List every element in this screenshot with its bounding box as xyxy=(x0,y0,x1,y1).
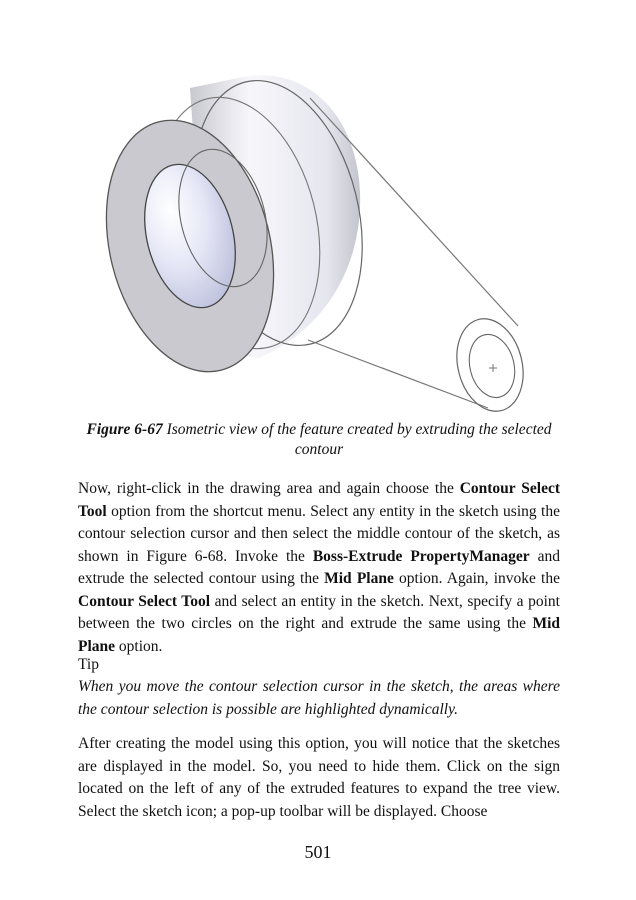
term-mid-plane-2: Mid Plane xyxy=(78,615,560,655)
paragraph-2: After creating the model using this option, you will notice that the sketches are displayed in the model. So, you need to hide them. Click on the sign located on the left of any of the extruded features to expand the tree view. Select the sketch icon; a pop-up toolbar will be displayed. Choose xyxy=(78,735,560,820)
term-boss-extrude: Boss-Extrude PropertyManager xyxy=(312,547,530,565)
sketch-line-bottom xyxy=(308,340,488,408)
figure-isometric-model xyxy=(78,58,560,420)
paragraph-1: Now, right-click in the drawing area and again choose the Contour Select Tool option from the shortcut menu. Select any entity in the sketch using the contour selection cursor and then select the middle contour of the sketch, as shown in Figure 6-68. Invoke the Boss-Extrude PropertyManager and extrude the selected contour using the Mid Plane option. Again, invoke the Contour Select Tool and select an entity in the sketch. Next, specify a point between the two circles on the right and extrude the same using the Mid Plane option. xyxy=(78,480,560,655)
figure-caption xyxy=(78,420,560,460)
term-mid-plane: Mid Plane xyxy=(324,570,394,587)
tip-label: Tip xyxy=(78,656,99,673)
sketch-inner-circle xyxy=(463,330,521,403)
term-contour-select-tool-2: Contour Select Tool xyxy=(78,592,211,610)
sketch-center-point-icon xyxy=(489,364,497,372)
tip-text: When you move the contour selection cursor in the sketch, the areas where the contour selection is possible are highlighted dynamically. xyxy=(78,678,560,718)
figure-label: Figure 6-67 xyxy=(86,421,163,438)
sketch-outer-circle xyxy=(448,312,533,419)
page-number: 501 xyxy=(304,842,332,862)
term-contour-select-tool: Contour Select Tool xyxy=(78,480,560,520)
figure-caption-text: Isometric view of the feature created by extruding the selected contour xyxy=(166,421,552,458)
